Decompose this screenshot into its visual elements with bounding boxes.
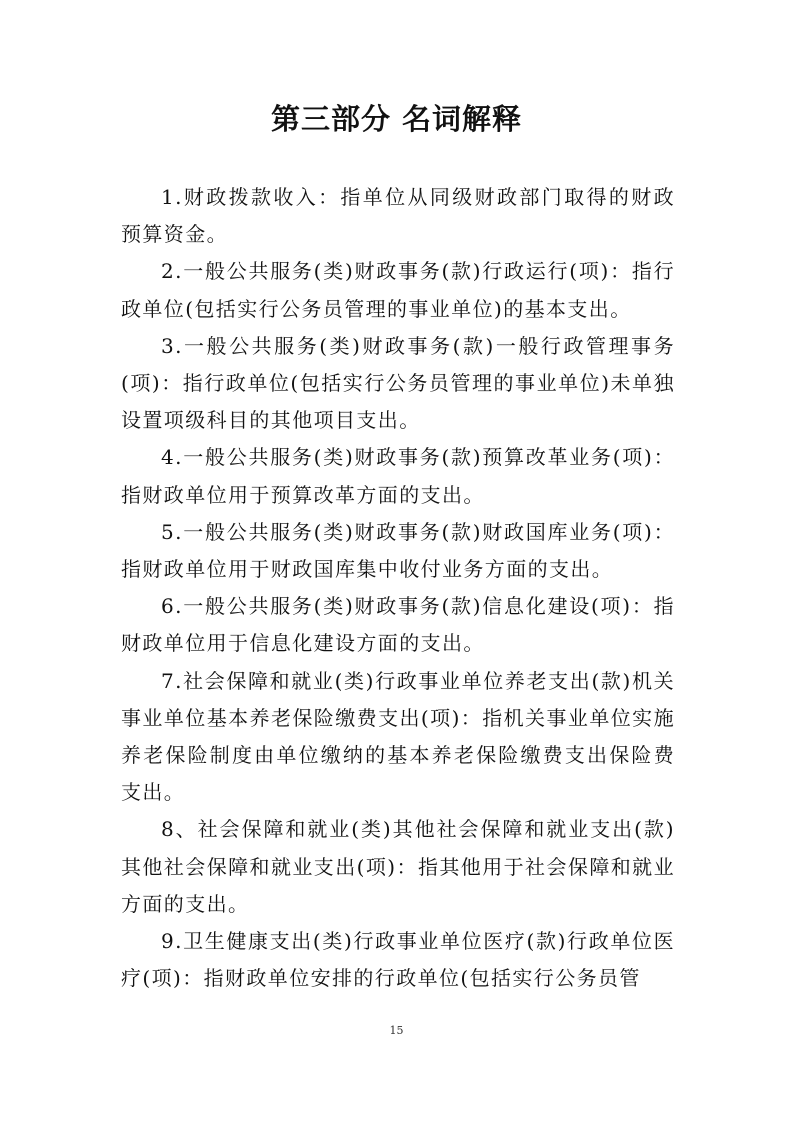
page-number: 15: [389, 1024, 404, 1037]
page-title: 第三部分 名词解释: [270, 102, 523, 136]
glossary-item-8: 8、社会保障和就业(类)其他社会保障和就业支出(款)其他社会保障和就业支出(项)：指其他用于社会保障和就业方面的支出。: [121, 817, 675, 916]
glossary-item-4: 4.一般公共服务(类)财政事务(款)预算改革业务(项)：指财政单位用于预算改革方面的支出。: [121, 445, 675, 507]
glossary-item-3: 3.一般公共服务(类)财政事务(款)一般行政管理事务(项)：指行政单位(包括实行公务员管理的事业单位)未单独设置项级科目的其他项目支出。: [121, 333, 675, 433]
glossary-item-5: 5.一般公共服务(类)财政事务(款)财政国库业务(项)：指财政单位用于财政国库集中收付业务方面的支出。: [121, 519, 675, 582]
glossary-item-9: 9.卫生健康支出(类)行政事业单位医疗(款)行政单位医疗(项)：指财政单位安排的行政单位(包括实行公务员管: [121, 929, 675, 991]
glossary-item-6: 6.一般公共服务(类)财政事务(款)信息化建设(项)：指财政单位用于信息化建设方面的支出。: [121, 594, 675, 656]
glossary-item-2: 2.一般公共服务(类)财政事务(款)行政运行(项)：指行政单位(包括实行公务员管理的事业单位)的基本支出。: [121, 259, 675, 321]
glossary-item-7: 7.社会保障和就业(类)行政事业单位养老支出(款)机关事业单位基本养老保险缴费支出(项)：指机关事业单位实施养老保险制度由单位缴纳的基本养老保险缴费支出保险费支出。: [121, 668, 675, 805]
glossary-item-1: 1.财政拨款收入：指单位从同级财政部门取得的财政预算资金。: [121, 185, 675, 247]
glossary-body: [121, 179, 675, 997]
